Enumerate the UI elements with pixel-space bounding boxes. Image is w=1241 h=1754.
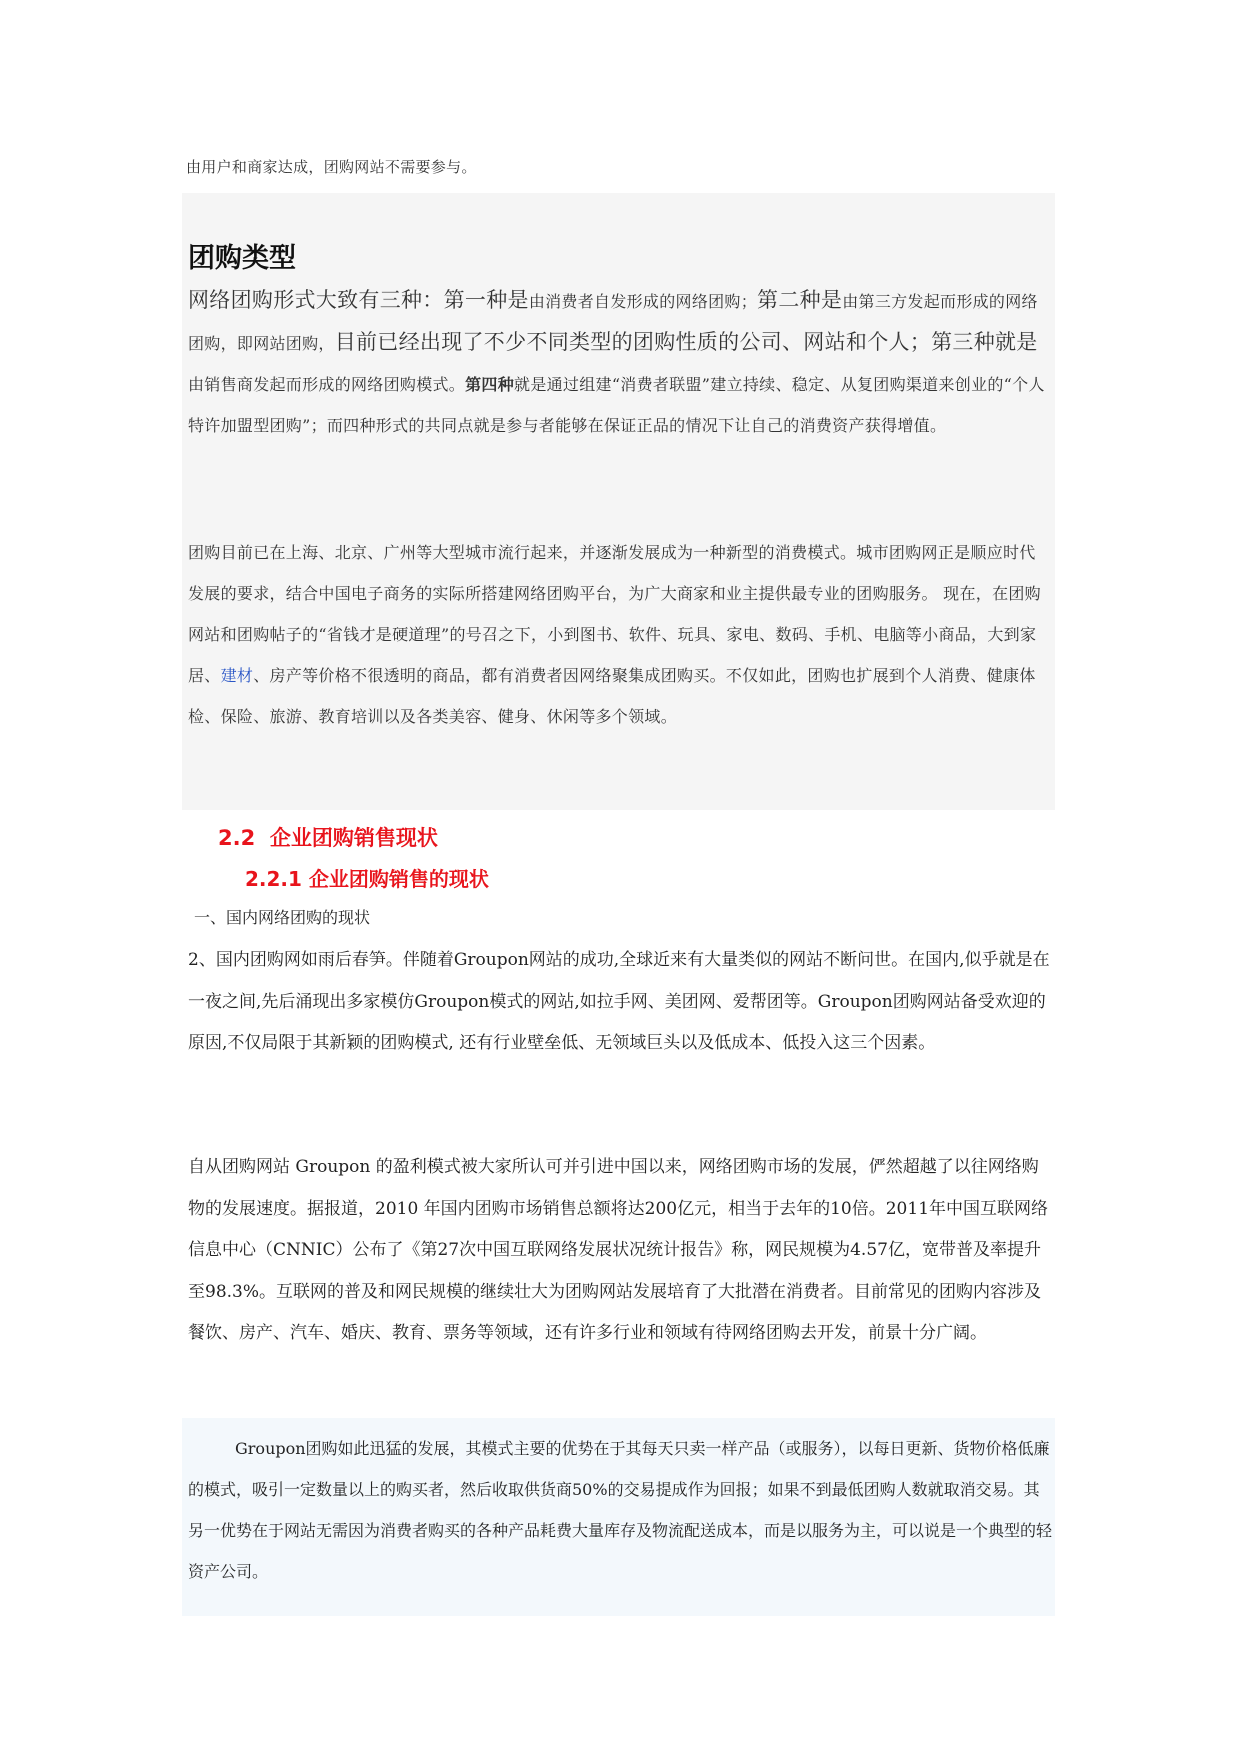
city-text-b: 、房产等价格不很透明的商品，都有消费者因网络聚集成团购买。不仅如此，团购也扩展到个人消费、健康体检、保险、旅游、教育培训以及各类美容、健身、休闲等多个领域。 [188, 666, 1036, 726]
city-group-buy-paragraph [188, 532, 1050, 737]
heading-2-2-1: 2.2.1 企业团购销售的现状 [245, 867, 489, 891]
types-paragraph [188, 280, 1050, 446]
domestic-paragraph: 2、国内团购网如雨后春笋。伴随着Groupon网站的成功,全球近来有大量类似的网站不断问世。在国内,似乎就是在一夜之间,先后涌现出多家模仿Groupon模式的网站,如拉手网、美团网、爱帮团等。Groupon团购网站备受欢迎的原因,不仅局限于其新颖的团购模式, 还有行业壁垒低、无领域巨头以及低成本、低投入这三个因素。 [188, 950, 1050, 1053]
building-materials-link[interactable]: 建材 [220, 666, 254, 685]
city-text-a: 团购目前已在上海、北京、广州等大型城市流行起来，并逐渐发展成为一种新型的消费模式。城市团购网正是顺应时代发展的要求，结合中国电子商务的实际所搭建网络团购平台，为广大商家和业主提供最专业的团购服务。 现在，在团购网站和团购帖子的“省钱才是硬道理”的号召之下，小到图书、软件、玩具、家电、数码、手机、电脑等小商品，大到家居、 [188, 543, 1041, 685]
types-text-d: 由第三方发起而形成的网络团购，即网站团购， [188, 292, 1038, 353]
types-text-g: 第四种 [465, 375, 515, 394]
types-text-a: 网络团购形式大致有三种：第一种是 [188, 288, 529, 312]
heading-2-2: 2.2 企业团购销售现状 [218, 826, 438, 850]
types-text-c: 第二种是 [757, 288, 843, 312]
types-text-b: 由消费者自发形成的网络团购； [528, 292, 758, 311]
groupon-advantage-paragraph: Groupon团购如此迅猛的发展，其模式主要的优势在于其每天只卖一样产品（或服务），以每日更新、货物价格低廉的模式，吸引一定数量以上的购买者，然后收取供货商50%的交易提成作为回报；如果不到最低团购人数就取消交易。其另一优势在于网站无需因为消费者购买的各种产品耗费大量库存及物流配送成本，而是以服务为主，可以说是一个典型的轻资产公司。 [188, 1439, 1053, 1581]
types-text-h: 就是通过组建“消费者联盟”建立持续、稳定、从复团购渠道来创业的“个人特许加盟型团购”；而四种形式的共同点就是参与者能够在保证正品的情况下让自己的消费资产获得增值。 [188, 375, 1045, 435]
section-title: 团购类型 [188, 243, 296, 274]
groupon-market-paragraph: 自从团购网站 Groupon 的盈利模式被大家所认可并引进中国以来，网络团购市场的发展，俨然超越了以往网络购物的发展速度。据报道，2010 年国内团购市场销售总额将达200亿元，相当于去年的10倍。2011年中国互联网络信息中心（CNNIC）公布了《第27次中国互联网络发展状况统计报告》称，网民规模为4.57亿，宽带普及率提升至98.3%。互联网的普及和网民规模的继续壮大为团购网站发展培育了大批潜在消费者。目前常见的团购内容涉及餐饮、房产、汽车、婚庆、教育、票务等领域，还有许多行业和领域有待网络团购去开发，前景十分广阔。 [188, 1157, 1049, 1343]
subheading-domestic: 一、国内网络团购的现状 [194, 908, 371, 927]
types-text-f: 由销售商发起而形成的网络团购模式。 [188, 375, 466, 394]
types-text-e: 目前已经出现了不少不同类型的团购性质的公司、网站和个人；第三种就是 [334, 330, 1038, 354]
top-line: 由用户和商家达成，团购网站不需要参与。 [186, 158, 477, 176]
